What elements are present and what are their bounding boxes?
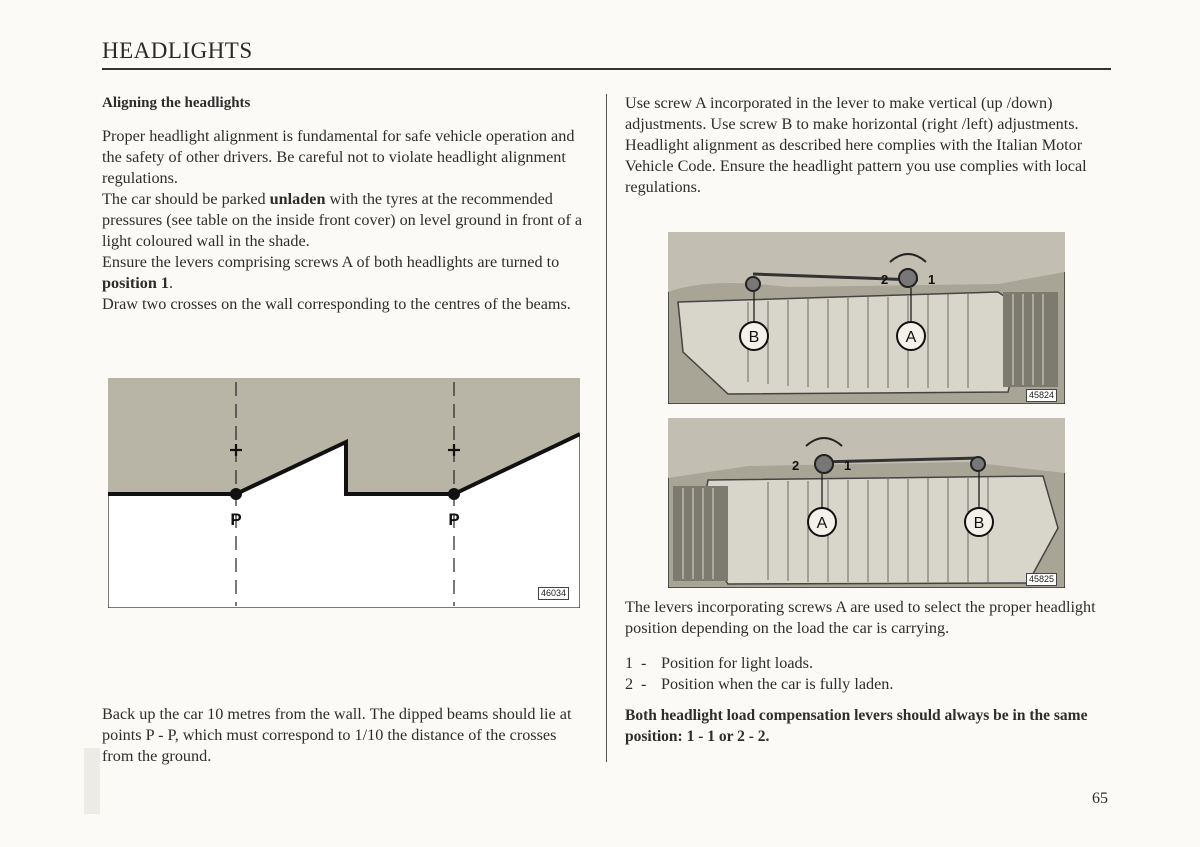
top-figure-ref: 45824	[1026, 389, 1057, 402]
right-bottom-text	[625, 597, 1111, 747]
paragraph-load-levers: The levers incorporating screws A are used to select the proper headlight position depending on the load the car is carrying.	[625, 598, 1096, 637]
beam-pattern-diagram	[108, 378, 580, 608]
left-bottom-text	[102, 704, 588, 767]
beam-figure-ref: 46034	[538, 587, 569, 600]
paragraph-screws: Use screw A incorporated in the lever to make vertical (up /down) adjustments. Use screw B to make horizontal (right /left) adjustments.	[625, 94, 1079, 133]
paragraph-alignment-intro: Proper headlight alignment is fundamental for safe vehicle operation and the safety of other drivers. Be careful not to violate headlight alignment regulations.	[102, 127, 575, 187]
position-emphasis: position 1	[102, 274, 170, 292]
headlight-illustration-left	[668, 232, 1065, 404]
page-number: 65	[1092, 790, 1108, 807]
top-pos-2-label: 2	[881, 272, 889, 287]
bottom-pos-2-label: 2	[792, 458, 800, 473]
left-point-p	[230, 488, 242, 500]
page-title: HEADLIGHTS	[102, 38, 253, 63]
top-label-a: A	[905, 329, 917, 346]
paragraph-crosses: Draw two crosses on the wall corresponding to the centres of the beams.	[102, 295, 571, 313]
bottom-figure-ref: 45825	[1026, 573, 1057, 586]
list-item: 2 - Position when the car is fully laden.	[625, 675, 894, 693]
left-p-label: P	[230, 510, 242, 529]
paragraph-back-up: Back up the car 10 metres from the wall. The dipped beams should lie at points P - P, which must correspond to 1/10 the distance of the crosses from the ground.	[102, 705, 572, 765]
final-warning: Both headlight load compensation levers should always be in the same position: 1 - 1 or 2 - 2.	[625, 707, 1088, 745]
right-point-p	[448, 488, 460, 500]
top-pos-1-label: 1	[928, 272, 936, 287]
headlight-illustration-right	[668, 418, 1065, 588]
margin-shadow	[84, 748, 100, 814]
right-p-label: P	[448, 510, 460, 529]
paragraph-parking: The car should be parked unladen with the tyres at the recommended pressures (see table on the inside front cover) on level ground in front of a light coloured wall in the shade.	[102, 190, 583, 250]
bottom-label-b: B	[973, 515, 985, 532]
list-item: 1 - Position for light loads.	[625, 654, 813, 672]
paragraph-code: Headlight alignment as described here complies with the Italian Motor Vehicle Code. Ensure the headlight pattern you use complies with local regulations.	[625, 136, 1087, 196]
unladen-emphasis: unladen	[269, 190, 326, 208]
title-rule	[102, 68, 1111, 70]
bottom-pos-1-label: 1	[844, 458, 852, 473]
top-label-b: B	[748, 329, 760, 346]
column-divider	[606, 94, 607, 762]
left-column	[102, 93, 588, 315]
paragraph-levers: Ensure the levers comprising screws A of both headlights are turned to position 1.	[102, 253, 560, 292]
bottom-label-a: A	[816, 515, 828, 532]
right-column	[625, 93, 1111, 198]
section-heading: Aligning the headlights	[102, 95, 251, 111]
